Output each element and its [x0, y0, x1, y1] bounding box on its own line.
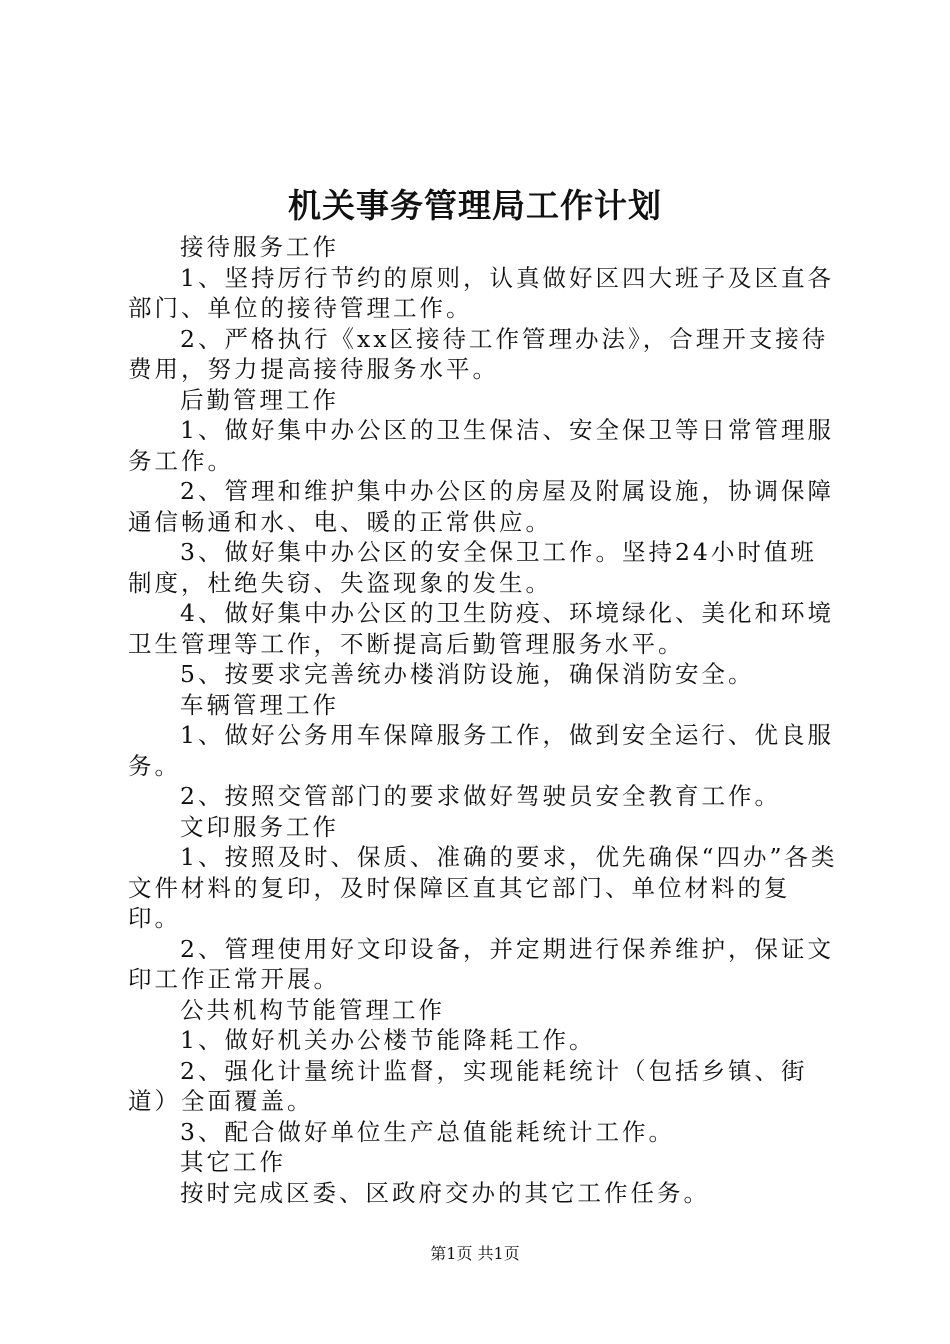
section-heading: 其它工作	[180, 1148, 286, 1176]
paragraph: 2、管理和维护集中办公区的房屋及附属设施，协调保障通信畅通和水、电、暖的正常供应。	[128, 477, 834, 536]
paragraph: 5、按要求完善统办楼消防设施，确保消防安全。	[180, 660, 755, 688]
paragraph: 2、严格执行《xx区接待工作管理办法》，合理开支接待费用，努力提高接待服务水平。	[128, 324, 829, 383]
paragraph: 3、配合做好单位生产总值能耗统计工作。	[180, 1117, 675, 1146]
document-body	[128, 232, 838, 1208]
document-title: 机关事务管理局工作计划	[288, 186, 662, 225]
paragraph: 1、坚持厉行节约的原则，认真做好区四大班子及区直各部门、单位的接待管理工作。	[128, 263, 834, 322]
section-heading: 接待服务工作	[180, 233, 339, 261]
paragraph: 2、管理使用好文印设备，并定期进行保养维护，保证文印工作正常开展。	[128, 934, 834, 993]
page-footer: 第1页 共1页	[430, 1244, 520, 1263]
paragraph: 2、强化计量统计监督，实现能耗统计（包括乡镇、街道）全面覆盖。	[128, 1056, 808, 1115]
paragraph: 4、做好集中办公区的卫生防疫、环境绿化、美化和环境卫生管理等工作，不断提高后勤管理服务水平。	[128, 599, 834, 658]
paragraph: 3、做好集中办公区的安全保卫工作。坚持24小时值班制度，杜绝失窃、失盗现象的发生。	[128, 538, 817, 597]
paragraph: 1、做好机关办公楼节能降耗工作。	[180, 1026, 596, 1054]
section-heading: 公共机构节能管理工作	[180, 995, 445, 1024]
section-heading: 文印服务工作	[180, 812, 339, 841]
section-heading: 车辆管理工作	[180, 690, 339, 719]
paragraph: 1、做好公务用车保障服务工作，做到安全运行、优良服务。	[128, 721, 834, 780]
paragraph: 1、做好集中办公区的卫生保洁、安全保卫等日常管理服务工作。	[128, 416, 834, 475]
section-heading: 后勤管理工作	[180, 385, 339, 414]
paragraph: 1、按照及时、保质、准确的要求，优先确保“四办”各类文件材料的复印，及时保障区直其它部门、单位材料的复印。	[128, 843, 838, 932]
paragraph: 2、按照交管部门的要求做好驾驶员安全教育工作。	[180, 782, 781, 810]
paragraph: 按时完成区委、区政府交办的其它工作任务。	[180, 1178, 710, 1207]
